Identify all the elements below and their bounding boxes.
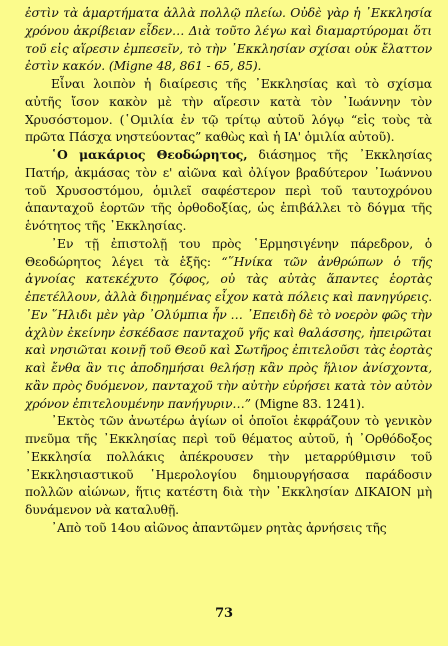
chrysostom-quote-text: ἐστὶν τὰ ἁμαρτήματα ἀλλὰ πολλῷ πλείω. Οὐδὲ γὰρ ἡ ᾿Εκκλησία χρόνου ἀκρίβειαν εἶδεν… Διὰ τοῦτο λέγω καὶ διαμαρτύρομαι ὅτι τοῦ εἰς αἵρεσιν ἐμπεσεῖν, τὸ τὴν ᾿Εκκλησίαν σχίσαι οὐκ ἔλαττον ἐστὶν κακόν. (Migne 48, 861 - 65, 85). — [25, 5, 432, 74]
letter-reference-text: (Migne 83. 1241). — [250, 395, 365, 411]
paragraph-theodoret-letter — [25, 235, 432, 413]
paragraph-chrysostom-quote — [25, 4, 432, 75]
paragraph-theodoret-intro — [25, 146, 432, 235]
paragraph-14th-century — [25, 519, 432, 537]
paragraph-schism-equals-heresy — [25, 75, 432, 146]
page-number: 73 — [215, 606, 233, 621]
paragraph-orthodox-tradition — [25, 412, 432, 519]
tradition-paragraph-text: ᾿Εκτὸς τῶν ἀνωτέρω ἁγίων οἱ ὁποῖοι ἐκφράζουν τὸ γενικὸν πνεῦμα τῆς ᾿Εκκλησίας περὶ τοῦ θέματος αὐτοῦ, ἡ ᾿Ορθόδοξος ᾿Εκκλησία πολλάκις ἀπέκρουσεν τὴν μεταρρύθμισιν τοῦ ᾿Εκκλησιαστικοῦ ῾Ημερολογίου δημιουργήσασα παράδοσιν πολλῶν αἰώνων, ἥτις κατέστη διὰ τὴν ᾿Εκκλησίαν ΔΙΚΑΙΟΝ μὴ δυνάμενον νὰ καταλυθῇ. — [25, 413, 432, 517]
theodoret-name: ῾Ο μακάριος Θεοδώρητος, — [51, 147, 248, 162]
century-paragraph-text: ᾿Απὸ τοῦ 14ου αἰῶνος ἀπαντῶμεν ρητὰς ἀρνήσεις τῆς — [51, 519, 387, 535]
schism-paragraph-text: Εἶναι λοιπὸν ἡ διαίρεσις τῆς ᾿Εκκλησίας καὶ τὸ σχίσμα αὐτῆς ἴσον κακὸν μὲ τὴν αἵρεσιν κατὰ τὸν ᾿Ιωάννην τὸν Χρυσόστομον. (῾Ομιλία ἐν τῷ τρίτῳ αὐτοῦ λόγῳ “εἰς τοὺς τὰ πρῶτα Πάσχα νηστεύοντας” καθὼς καὶ ἡ ΙΑ' ὁμιλία αὐτοῦ). — [25, 76, 432, 145]
letter-intro-text: ᾿Εν τῇ ἐπιστολῇ του πρὸς ῾Ερμησιγένην πάρεδρον, ὁ Θεοδώρητος λέγει τὰ ἑξῆς: — [25, 235, 432, 269]
theodoret-intro-text: διάσημος τῆς ᾿Εκκλησίας Πατήρ, ἀκμάσας τὸν ε' αἰῶνα καὶ ὀλίγον βραδύτερον ᾿Ιωάννου τοῦ Χρυσοστόμου, ὁμιλεῖ σαφέστερον περὶ τοῦ ταυτοχρόνου ἁπανταχοῦ ἑορτῶν τῆς ὀρθοδοξίας, ὡς ἐπιβάλλει τὸ δόγμα τῆς ἑνότητος τῆς ᾿Εκκλησίας. — [25, 147, 432, 233]
letter-quote-text: “῞Ηνίκα τῶν ἀνθρώπων ὁ τῆς ἀγνοίας κατεκέχυτο ζόφος, οὐ τὰς αὐτὰς ἅπαντες ἑορτὰς ἐπετέλλουν, ἀλλὰ διῃρημένας εἶχον κατὰ πόλεις καὶ πανηγύρεις. ᾿Εν ῞Ηλιδι μὲν γὰρ ᾿Ολύμπια ἦν … ᾿Επειδὴ δὲ τὸ νοερὸν φῶς τὴν ἀχλὺν ἐκείνην ἐσκέδασε πανταχοῦ γῆς καὶ θαλάσσης, ἠπειρῶται καὶ νησιῶται κοινῇ τοῦ Θεοῦ καὶ Σωτῆρος ἐπιτελοῦσι τὰς ἑορτὰς καὶ ἔνθα ἂν τις ἀποδημήσαι θελήσῃ κἂν πρὸς ἥλιον ἀνίσχοντα, κἂν πρὸς δυόμενον, πανταχοῦ τὴν αὐτὴν εὑρήσει κατὰ τὸν αὐτὸν χρόνον ἐπιτελουμένην πανήγυριν…” — [25, 253, 432, 411]
